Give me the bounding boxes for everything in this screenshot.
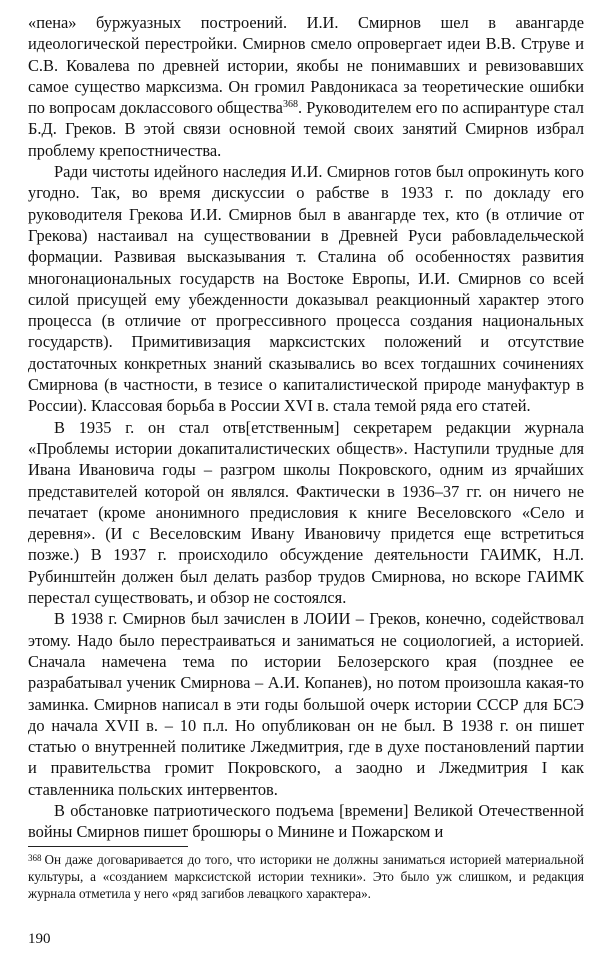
paragraph-4: В 1938 г. Смирнов был зачислен в ЛОИИ – Греков, конечно, содействовал этому. Надо было перестраиваться и заниматься не социологией, а историей. Сначала намечена тема по истории Белозерского края (позднее ее разрабатывал ученик Смирнова – А.И. Копанев), но потом произошла какая-то заминка. Смирнов написал в эти годы большой очерк истории СССР для БСЭ до начала XVII в. – 10 п.л. Но опубликован он не был. В 1938 г. он пишет статью о внутренней политике Лжедмитрия, где в духе постановлений партии и правительства громит Покровского, а заодно и Лжедмитрия I как ставленника польских интервентов. — [28, 609, 584, 799]
footnote-368 — [28, 852, 584, 902]
paragraph-2: Ради чистоты идейного наследия И.И. Смирнов готов был опрокинуть кого угодно. Так, во время дискуссии о рабстве в 1933 г. по докладу его руководителя Грекова И.И. Смирнов был в авангарде тех, кто (в отличие от Грекова) настаивал на существовании в Древней Руси рабовладельческой формации. Развивая высказывания т. Сталина об особенностях развития многонациональных государств на Востоке Европы, И.И. Смирнов со всей силой присущей ему убежденности доказывал реакционный характер этого процесса (в отличие от прогрессивного процесса создания национальных государств). Примитивизация марксистских положений и отсутствие достаточных конкретных знаний сказывались во всех тогдашних сочинениях Смирнова (в частности, в тезисе о капиталистической природе мануфактур в России). Классовая борьба в России XVI в. стала темой ряда его статей. — [28, 162, 584, 416]
footnote-divider — [28, 846, 188, 847]
page-body — [28, 12, 584, 843]
paragraph-5: В обстановке патриотического подъема [времени] Великой Отечественной войны Смирнов пишет брошюры о Минине и Пожарском и — [28, 800, 584, 842]
page-number: 190 — [28, 931, 51, 947]
footnote-text: Он даже договаривается до того, что историки не должны заниматься историей материальной культуры, а «созданием марксистской истории техники». Это было уж слишком, и редакция журнала отметила у него «ряд загибов левацкого характера». — [28, 852, 584, 901]
footnote-reference-368[interactable]: 368 — [282, 99, 298, 111]
paragraph-1-text-a: «пена» буржуазных построений. И.И. Смирнов шел в авангарде идеологической перестройки. Смирнов смело опровергает идеи В.В. Струве и С.В. Ковалева по древней истории, якобы не понимавших и ревизовавших самое существо марксизма. Он громил Равдоникаса за теоретические ошибки по вопросам доклассового общества — [28, 13, 584, 118]
paragraph-3: В 1935 г. он стал отв[етственным] секретарем редакции журнала «Проблемы истории докапиталистических обществ». Наступили трудные для Ивана Ивановича годы – разгром школы Покровского, одним из ярчайших представителей которой он являлся. Фактически в 1936–37 гг. он ничего не печатает (кроме анонимного предисловия к книге Веселовского «Село и деревня». (И с Веселовским Ивану Ивановичу придется еще встретиться позже.) В 1937 г. происходило обсуждение деятельности ГАИМК, Н.Л. Рубинштейн должен был делать разбор трудов Смирнова, но вскоре ГАИМК перестал существовать, и обзор не состоялся. — [28, 417, 584, 608]
paragraph-1-text-b: . Руководителем его по аспирантуре стал Б.Д. Греков. В этой связи основной темой своих занятий Смирнов избрал проблему крепостничества. — [28, 98, 584, 160]
paragraph-1 — [28, 12, 584, 161]
footnote-number: 368 — [28, 853, 42, 863]
